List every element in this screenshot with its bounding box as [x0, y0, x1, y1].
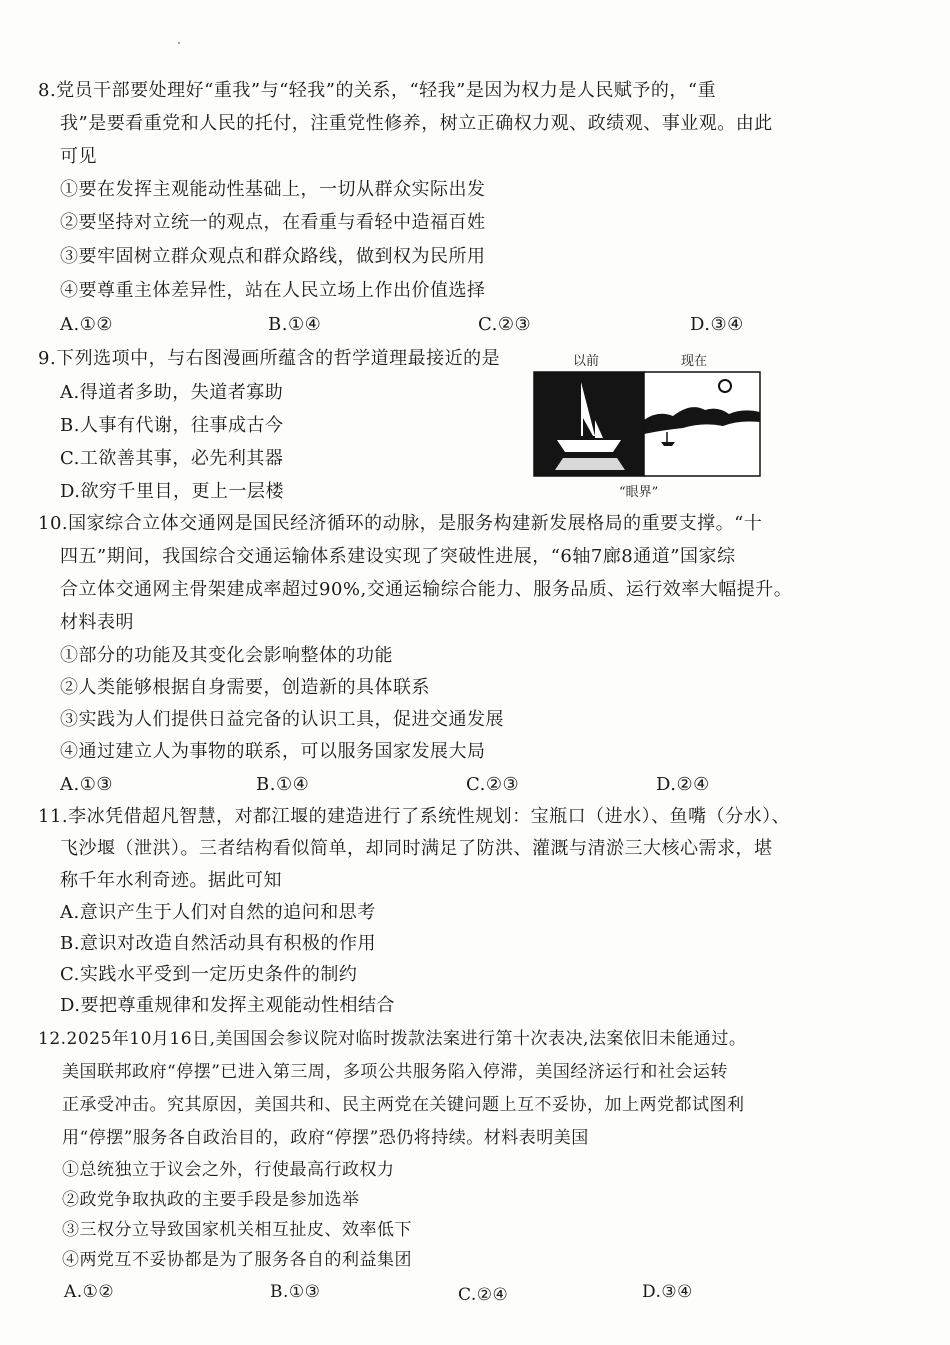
q8-item-4: ④要尊重主体差异性，站在人民立场上作出价值选择: [60, 280, 486, 301]
q11-option-d[interactable]: D.要把尊重规律和发挥主观能动性相结合: [60, 995, 396, 1016]
q8-option-a[interactable]: A.①②: [60, 314, 113, 335]
q9-option-a[interactable]: A.得道者多助，失道者寡助: [60, 382, 284, 403]
q10-item-4: ④通过建立人为事物的联系，可以服务国家发展大局: [60, 741, 486, 762]
q8-option-d[interactable]: D.③④: [690, 314, 744, 335]
boat-hull-icon: [557, 440, 621, 452]
q11-stem-line-3: 称千年水利奇迹。据此可知: [60, 870, 282, 891]
q12-stem-line-3: 正承受冲击。究其原因，美国共和、民主两党在关键问题上互不妥协，加上两党都试图利: [62, 1095, 745, 1115]
q9-option-c[interactable]: C.工欲善其事，必先利其器: [60, 448, 284, 469]
q10-option-d[interactable]: D.②④: [656, 774, 710, 795]
q10-item-1: ①部分的功能及其变化会影响整体的功能: [60, 645, 393, 666]
q12-item-1: ①总统独立于议会之外，行使最高行政权力: [62, 1160, 395, 1180]
q8-stem-line-2: 我”是要看重党和人民的托付，注重党性修养，树立正确权力观、政绩观、事业观。由此: [60, 113, 773, 134]
q11-stem-line-2: 飞沙堰（泄洪）。三者结构看似简单，却同时满足了防洪、灌溉与清淤三大核心需求，堪: [60, 838, 773, 859]
q11-option-b[interactable]: B.意识对改造自然活动具有积极的作用: [60, 933, 376, 954]
q8-item-3: ③要牢固树立群众观点和群众路线，做到权为民所用: [60, 246, 486, 267]
q12-option-c[interactable]: C.②④: [458, 1285, 509, 1305]
q12-item-4: ④两党互不妥协都是为了服务各自的利益集团: [62, 1250, 412, 1270]
q8-option-b[interactable]: B.①④: [268, 314, 322, 335]
q8-option-c[interactable]: C.②③: [478, 314, 532, 335]
q12-item-3: ③三权分立导致国家机关相互扯皮、效率低下: [62, 1220, 412, 1240]
q10-stem-line-4: 材料表明: [60, 612, 134, 633]
q11-option-a[interactable]: A.意识产生于人们对自然的追问和思考: [60, 902, 376, 923]
q12-option-a[interactable]: A.①②: [64, 1282, 115, 1302]
scan-speck: [178, 42, 180, 44]
cartoon-drawing: [533, 350, 761, 500]
q9-stem: 9.下列选项中，与右图漫画所蕴含的哲学道理最接近的是: [38, 348, 501, 369]
q10-item-2: ②人类能够根据自身需要，创造新的具体联系: [60, 677, 430, 698]
q8-stem-line-3: 可见: [60, 146, 97, 167]
q10-option-a[interactable]: A.①③: [60, 774, 113, 795]
q8-stem-line-1: 8.党员干部要处理好“重我”与“轻我”的关系，“轻我”是因为权力是人民赋予的，“重: [38, 80, 717, 101]
q8-item-1: ①要在发挥主观能动性基础上，一切从群众实际出发: [60, 179, 486, 200]
q8-item-2: ②要坚持对立统一的观点，在看重与看轻中造福百姓: [60, 212, 486, 233]
boat-reflection: [555, 458, 625, 470]
q12-stem-line-4: 用“停摆”服务各自政治目的，政府“停摆”恐仍将持续。材料表明美国: [62, 1128, 589, 1148]
q11-stem-line-1: 11.李冰凭借超凡智慧，对都江堰的建造进行了系统性规划：宝瓶口（进水）、鱼嘴（分水）、: [38, 806, 791, 827]
cartoon-label-before: 以前: [573, 354, 600, 369]
q12-option-d[interactable]: D.③④: [642, 1282, 693, 1302]
q12-item-2: ②政党争取执政的主要手段是参加选举: [62, 1190, 360, 1210]
q9-option-b[interactable]: B.人事有代谢，往事成古今: [60, 415, 284, 436]
cartoon-label-now: 现在: [681, 354, 708, 369]
q12-stem-line-2: 美国联邦政府“停摆”已进入第三周，多项公共服务陷入停滞，美国经济运行和社会运转: [62, 1062, 728, 1082]
q12-option-b[interactable]: B.①③: [270, 1282, 321, 1302]
q10-stem-line-2: 四五”期间，我国综合交通运输体系建设实现了突破性进展，“6轴7廊8通道”国家综: [60, 546, 736, 567]
q10-stem-line-3: 合立体交通网主骨架建成率超过90%,交通运输综合能力、服务品质、运行效率大幅提升。: [60, 579, 793, 600]
q9-option-d[interactable]: D.欲穷千里目，更上一层楼: [60, 481, 285, 502]
q10-item-3: ③实践为人们提供日益完备的认识工具，促进交通发展: [60, 709, 504, 730]
q12-stem-line-1: 12.2025年10月16日,美国国会参议院对临时拨款法案进行第十次表决,法案依旧未能通过。: [38, 1029, 747, 1049]
eye-vision-cartoon: [533, 350, 761, 500]
q10-stem-line-1: 10.国家综合立体交通网是国民经济循环的动脉，是服务构建新发展格局的重要支撑。“十: [38, 513, 763, 534]
q10-option-c[interactable]: C.②③: [466, 774, 520, 795]
q10-option-b[interactable]: B.①④: [256, 774, 310, 795]
cartoon-caption: “眼界”: [619, 485, 659, 500]
q11-option-c[interactable]: C.实践水平受到一定历史条件的制约: [60, 964, 358, 985]
